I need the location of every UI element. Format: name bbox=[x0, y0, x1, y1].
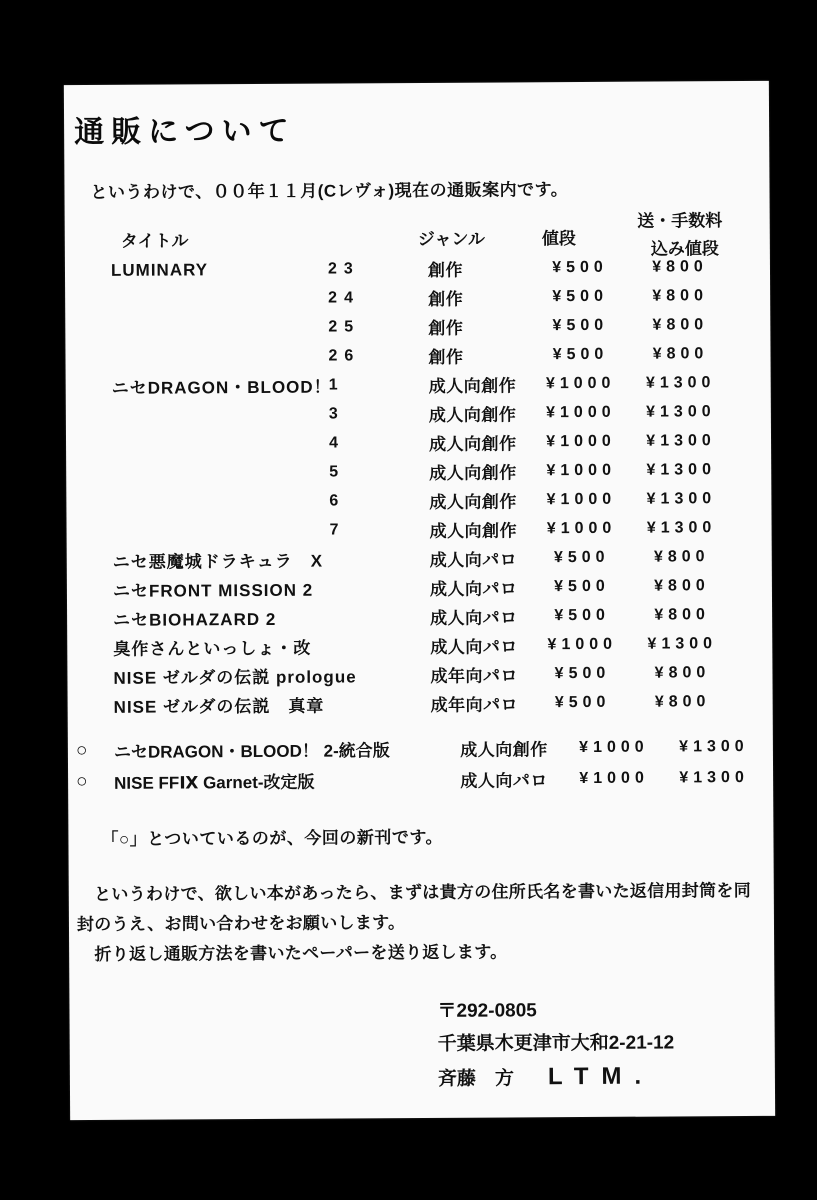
cell-title bbox=[111, 298, 328, 299]
new-release-note: 「○」とついているのが、今回の新刊です。 bbox=[101, 827, 444, 849]
cell-issue-number: 23 bbox=[327, 259, 360, 278]
cell-price: ¥1000 bbox=[546, 403, 616, 421]
cell-issue-number: 4 bbox=[328, 433, 345, 452]
cell-title bbox=[112, 472, 329, 473]
cell-issue-number: 25 bbox=[328, 317, 361, 336]
cell-price: ¥500 bbox=[553, 548, 610, 566]
cell-price: ¥500 bbox=[552, 316, 609, 334]
cell-price: ¥1000 bbox=[579, 738, 649, 756]
cell-price: ¥500 bbox=[554, 577, 610, 595]
cell-genre: 成人向創作 bbox=[429, 492, 517, 512]
cell-genre: 創作 bbox=[427, 260, 464, 280]
header-genre: ジャンル bbox=[417, 229, 486, 249]
cell-title: ニセBIOHAZARD 2 bbox=[113, 609, 277, 630]
new-item-circle-mark: ○ bbox=[75, 739, 88, 761]
table-row bbox=[66, 455, 771, 488]
cell-genre: 成人向パロ bbox=[429, 550, 518, 570]
cell-title: NISE FFⅨ Garnet-改定版 bbox=[114, 772, 315, 793]
table-row bbox=[65, 252, 770, 285]
new-item-circle-mark: ○ bbox=[76, 770, 88, 792]
cell-issue-number bbox=[330, 559, 417, 560]
cell-issue-number: 26 bbox=[328, 346, 361, 365]
cell-price: ¥500 bbox=[552, 258, 608, 276]
cell-genre: 成人向創作 bbox=[428, 405, 517, 425]
cell-issue-number bbox=[330, 617, 417, 618]
table-row bbox=[67, 542, 772, 575]
cell-title: ニセDRAGON・BLOOD！ 2-統合版 bbox=[113, 741, 390, 762]
cell-genre: 成人向創作 bbox=[429, 521, 518, 541]
cell-price: ¥1000 bbox=[546, 461, 617, 479]
header-shipping-line2: 込み値段 bbox=[650, 239, 719, 259]
cell-price-with-shipping: ¥800 bbox=[653, 547, 710, 566]
table-row bbox=[66, 426, 771, 459]
header-price: 値段 bbox=[541, 228, 576, 248]
cell-price-with-shipping: ¥1300 bbox=[646, 402, 716, 421]
cell-price-with-shipping: ¥800 bbox=[652, 257, 708, 276]
new-item-row bbox=[68, 731, 773, 766]
cell-title bbox=[112, 443, 329, 444]
cell-price-with-shipping: ¥1300 bbox=[646, 431, 716, 450]
cell-genre: 創作 bbox=[428, 318, 464, 338]
circle-name-ltm: LTM. bbox=[547, 1062, 655, 1091]
cell-genre: 成人向パロ bbox=[429, 579, 518, 599]
cell-issue-number: 24 bbox=[328, 288, 360, 307]
cell-title bbox=[111, 327, 328, 328]
cell-price: ¥500 bbox=[554, 664, 611, 682]
table-row bbox=[67, 658, 772, 691]
intro-text: というわけで、００年１１月(Cレヴォ)現在の通販案内です。 bbox=[90, 180, 569, 203]
cell-title: 臭作さんといっしょ・改 bbox=[113, 638, 312, 659]
table-row bbox=[67, 571, 772, 604]
cell-price-with-shipping: ¥800 bbox=[654, 663, 711, 682]
paragraph-line: 折り返し通販方法を書いたペーパーを送り返します。 bbox=[77, 942, 508, 965]
cell-issue-number: 5 bbox=[329, 462, 346, 481]
cell-price-with-shipping: ¥1300 bbox=[645, 373, 716, 392]
paragraph-line: というわけで、欲しい本があったら、まずは貴方の住所氏名を書いた返信用封筒を同 bbox=[76, 880, 752, 905]
cell-price-with-shipping: ¥1300 bbox=[646, 460, 717, 479]
cell-issue-number: 3 bbox=[328, 404, 345, 423]
cell-price: ¥500 bbox=[554, 693, 611, 711]
cell-genre: 成人向創作 bbox=[428, 434, 517, 454]
cell-genre: 創作 bbox=[428, 289, 464, 309]
new-items-list bbox=[68, 731, 773, 797]
cell-title: NISE ゼルダの伝説 prologue bbox=[113, 667, 357, 688]
cell-genre: 成人向創作 bbox=[460, 740, 548, 760]
cell-genre: 成年向パロ bbox=[430, 695, 519, 715]
cell-price: ¥1000 bbox=[546, 432, 616, 450]
cell-price-with-shipping: ¥1300 bbox=[647, 634, 718, 653]
page-title: 通販について bbox=[74, 114, 296, 150]
cell-price-with-shipping: ¥1300 bbox=[646, 518, 717, 537]
recipient-name: 斉藤 方 bbox=[437, 1068, 515, 1090]
cell-genre: 成人向パロ bbox=[430, 637, 518, 657]
cell-issue-number: 6 bbox=[329, 491, 346, 510]
postal-code: 〒292-0805 bbox=[437, 1000, 537, 1022]
cell-price-with-shipping: ¥800 bbox=[654, 576, 710, 595]
cell-issue-number: 7 bbox=[329, 520, 346, 539]
cell-price: ¥1000 bbox=[546, 490, 617, 508]
cell-genre: 成人向創作 bbox=[429, 463, 517, 483]
cell-price: ¥500 bbox=[552, 287, 608, 305]
table-row bbox=[66, 397, 771, 430]
cell-title: LUMINARY bbox=[110, 259, 209, 280]
cell-issue-number: 1 bbox=[328, 375, 345, 394]
cell-price-with-shipping: ¥800 bbox=[654, 692, 711, 711]
cell-price-with-shipping: ¥800 bbox=[652, 315, 709, 334]
cell-title: ニセ悪魔城ドラキュラ X bbox=[112, 551, 324, 572]
cell-issue-number bbox=[330, 646, 417, 647]
cell-title: ニセFRONT MISSION 2 bbox=[112, 580, 314, 601]
cell-issue-number bbox=[330, 588, 417, 589]
table-row bbox=[65, 310, 770, 343]
table-row bbox=[66, 513, 771, 546]
paragraph-line: 封のうえ、お問い合わせをお願いします。 bbox=[76, 913, 406, 935]
new-item-row bbox=[68, 762, 773, 797]
cell-genre: 成年向パロ bbox=[430, 666, 519, 686]
items-table-body bbox=[65, 252, 773, 720]
cell-title: ニセDRAGON・BLOOD！ bbox=[111, 377, 332, 398]
table-row bbox=[67, 600, 772, 633]
table-row bbox=[66, 368, 771, 401]
cell-genre: 成人向パロ bbox=[430, 608, 518, 628]
cell-price: ¥500 bbox=[554, 606, 610, 624]
cell-genre: 成人向創作 bbox=[428, 376, 517, 396]
cell-price: ¥500 bbox=[552, 345, 609, 363]
cell-price-with-shipping: ¥800 bbox=[652, 344, 709, 363]
address-line: 千葉県木更津市大和2-21-12 bbox=[437, 1032, 675, 1055]
cell-genre: 成人向パロ bbox=[460, 771, 548, 791]
table-row bbox=[66, 484, 771, 517]
table-row bbox=[67, 629, 772, 662]
cell-title bbox=[112, 501, 329, 502]
table-row bbox=[65, 339, 770, 372]
cell-price: ¥1000 bbox=[547, 635, 618, 653]
cell-title: NISE ゼルダの伝説 真章 bbox=[113, 696, 325, 717]
document-page bbox=[64, 81, 775, 1120]
table-row bbox=[68, 687, 773, 720]
ordering-instructions bbox=[77, 876, 772, 970]
header-title: タイトル bbox=[120, 230, 189, 251]
cell-price-with-shipping: ¥1300 bbox=[679, 737, 749, 755]
cell-price: ¥1000 bbox=[546, 519, 617, 537]
cell-price: ¥1000 bbox=[579, 769, 649, 787]
recipient-line bbox=[438, 1059, 675, 1095]
cell-price: ¥1000 bbox=[545, 374, 616, 392]
cell-title bbox=[112, 356, 329, 357]
table-row bbox=[65, 281, 770, 314]
cell-price-with-shipping: ¥800 bbox=[654, 605, 710, 624]
cell-issue-number bbox=[331, 704, 418, 705]
cell-title bbox=[112, 414, 329, 415]
cell-genre: 創作 bbox=[428, 347, 464, 367]
header-number-spacer bbox=[328, 237, 415, 238]
header-shipping-line1: 送・手数料 bbox=[637, 211, 723, 231]
cell-price-with-shipping: ¥1300 bbox=[679, 768, 749, 786]
cell-title bbox=[113, 530, 330, 531]
cell-price-with-shipping: ¥1300 bbox=[646, 489, 717, 508]
address-block bbox=[437, 993, 674, 1095]
cell-price-with-shipping: ¥800 bbox=[652, 286, 708, 305]
